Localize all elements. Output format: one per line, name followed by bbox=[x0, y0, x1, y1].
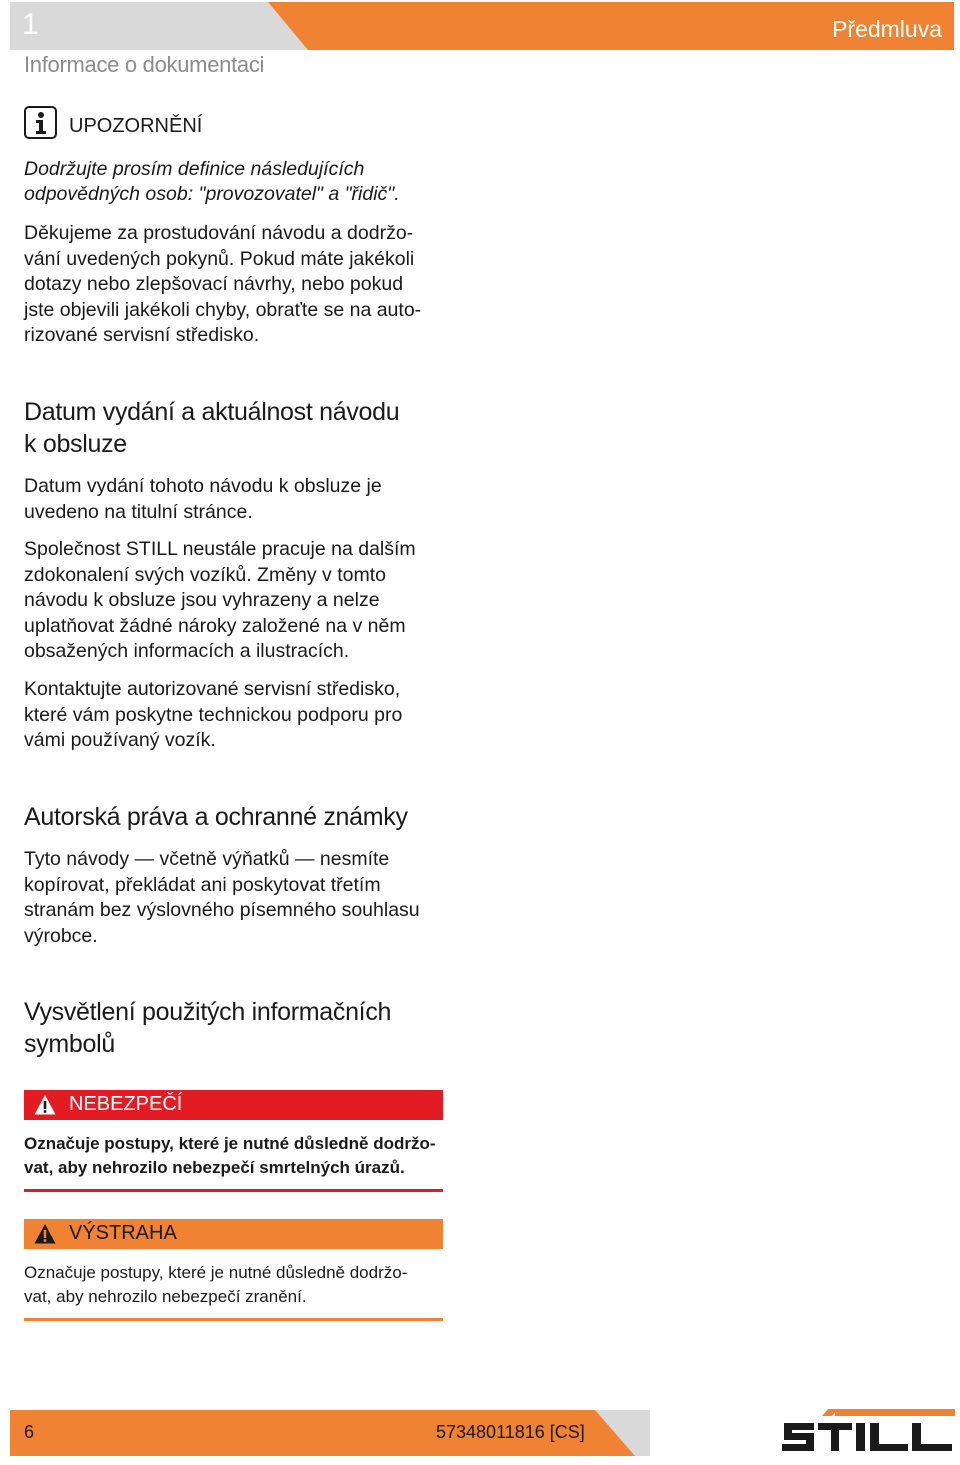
chapter-number: 1 bbox=[22, 8, 39, 41]
danger-rule bbox=[24, 1189, 443, 1192]
danger-description: Označuje postupy, které je nutné důsledně dodržo- vat, aby nehrozilo nebezpečí smrtelných úrazů. bbox=[24, 1134, 436, 1177]
note-text: Dodržujte prosím definice následujících odpovědných osob: "provozovatel" a "řidič". bbox=[24, 158, 400, 205]
copyright-heading: Autorská práva a ochranné známky bbox=[24, 803, 408, 831]
warning-label: VÝSTRAHA bbox=[69, 1222, 177, 1244]
edition-paragraph-1: Datum vydání tohoto návodu k obsluze je uvedeno na titulní stránce. bbox=[24, 475, 382, 523]
section-title: Informace o dokumentaci bbox=[24, 52, 265, 77]
edition-paragraph-3: Kontaktujte autorizované servisní středisko, které vám poskytne technickou podporu pro vámi používaný vozík. bbox=[24, 678, 403, 751]
chapter-title: Předmluva bbox=[832, 16, 942, 42]
copyright-paragraph: Tyto návody — včetně výňatků — nesmíte kopírovat, překládat ani poskytovat třetím stranám bez výslovného písemného souhlasu výrobce. bbox=[24, 848, 420, 947]
warning-banner bbox=[24, 1219, 443, 1249]
still-logo bbox=[780, 1409, 955, 1457]
note-title: UPOZORNĚNÍ bbox=[69, 115, 203, 137]
warning-triangle-icon bbox=[34, 1223, 56, 1245]
edition-paragraph-2: Společnost STILL neustále pracuje na dalším zdokonalení svých vozíků. Změny v tomto návodu k obsluze jsou vyhrazeny a nelze uplatňovat žádné nároky založené na v něm obsažených informacích a ilustracích. bbox=[24, 538, 416, 662]
warning-rule bbox=[24, 1318, 443, 1321]
edition-heading: Datum vydání a aktuálnost návodu k obsluze bbox=[24, 398, 400, 458]
info-icon bbox=[24, 106, 57, 139]
danger-label: NEBEZPEČÍ bbox=[69, 1093, 183, 1115]
warning-triangle-icon bbox=[34, 1094, 56, 1116]
symbols-heading: Vysvětlení použitých informačních symbolů bbox=[24, 998, 392, 1058]
page-number: 6 bbox=[24, 1422, 35, 1442]
danger-banner bbox=[24, 1090, 443, 1120]
document-id: 57348011816 [CS] bbox=[436, 1422, 585, 1442]
intro-paragraph: Děkujeme za prostudování návodu a dodržo- vání uvedených pokynů. Pokud máte jakékoli dotazy nebo zlepšovací návrhy, nebo pokud jste objevili jakékoli chyby, obraťte se na auto- rizované servisní středisko. bbox=[24, 222, 422, 346]
warning-description: Označuje postupy, které je nutné důsledně dodržo- vat, aby nehrozilo nebezpečí zranění. bbox=[24, 1263, 408, 1306]
